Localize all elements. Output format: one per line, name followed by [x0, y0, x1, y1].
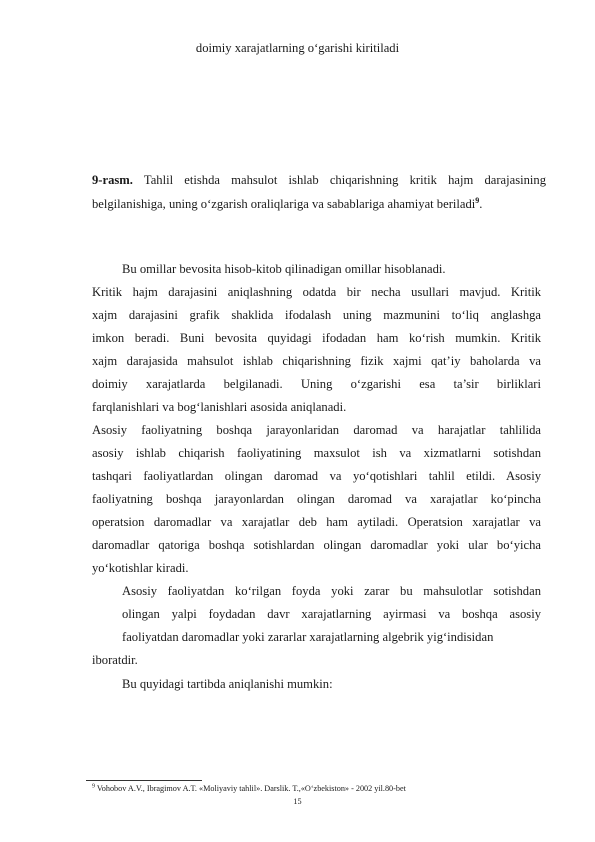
paragraph-3-line: Asosiy faoliyatning boshqa jarayonlaridan daromad va harajatlar tahlilida	[92, 423, 541, 437]
paragraph-4-line: olingan yalpi foydadan davr xarajatlarning ayirmasi va boshqa asosiy	[122, 607, 541, 621]
figure-label: 9-rasm.	[92, 173, 133, 187]
paragraph-3-line: asosiy ishlab chiqarish faoliyatining maxsulot ish va xizmatlarni sotishdan	[92, 446, 541, 460]
paragraph-2-line: Kritik hajm darajasini aniqlashning odatda bir necha usullari mavjud. Kritik	[92, 285, 541, 299]
figure-caption-text: Tahlil etishda mahsulot ishlab chiqarishning kritik hajm darajasining	[143, 173, 547, 187]
footnote-separator	[86, 780, 202, 781]
paragraph-3-line: yo‘kotishlar kiradi.	[92, 561, 189, 575]
paragraph-4-line: faoliyatdan daromadlar yoki zararlar xarajatlarning algebrik yig‘indisidan	[122, 630, 494, 644]
paragraph-3-line: tashqari faoliyatlardan olingan daromad va yo‘qotishlari tahlil etildi. Asosiy	[92, 469, 541, 483]
paragraph-2-line: doimiy xarajatlarda belgilanadi. Uning o‘zgarishi esa ta’sir birliklari	[92, 377, 541, 391]
page-number: 15	[293, 797, 302, 806]
paragraph-2-line: xajm darajasini grafik shaklida ifodalash uning mazmunini to‘liq anglashga	[92, 308, 541, 322]
footnote-mark: 9	[92, 783, 95, 790]
paragraph-2-line: imkon beradi. Buni bevosita quyidagi ifodadan ham ko‘rish mumkin. Kritik	[92, 331, 541, 345]
figure-top-caption: doimiy xarajatlarning o‘garishi kiritiladi	[195, 41, 400, 55]
paragraph-3-line: faoliyatning boshqa jarayonlardan olingan daromad va xarajatlar ko‘pincha	[92, 492, 541, 506]
paragraph-4-line: iboratdir.	[92, 653, 138, 667]
paragraph-3-line: operatsion daromadlar va xarajatlar deb ham aytiladi. Operatsion xarajatlar va	[92, 515, 541, 529]
paragraph-5-line: Bu quyidagi tartibda aniqlanishi mumkin:	[122, 677, 333, 691]
paragraph-1-line: Bu omillar bevosita hisob-kitob qilinadigan omillar hisoblanadi.	[122, 262, 446, 276]
footnote-reference[interactable]: 9	[475, 195, 480, 205]
figure-caption-line-1	[92, 173, 546, 188]
footnote-text: Vohobov A.V., Ibragimov A.T. «Moliyaviy tahlil». Darslik. T.,«O‘zbekiston» - 2002 yil.80-bet	[96, 784, 406, 793]
paragraph-4-line: Asosiy faoliyatdan ko‘rilgan foyda yoki zarar bu mahsulotlar sotishdan	[122, 584, 541, 598]
paragraph-3-line: daromadlar qatoriga boshqa sotishlardan olingan daromadlar yoki ular bo‘yicha	[92, 538, 541, 552]
paragraph-2-line: xajm darajasida mahsulot ishlab chiqarishning fizik xajmi qat’iy baholarda va	[92, 354, 541, 368]
footnote	[92, 784, 406, 793]
paragraph-2-line: farqlanishlari va bog‘lanishlari asosida aniqlanadi.	[92, 400, 347, 414]
figure-caption-line-2: belgilanishiga, uning o‘zgarish oraliqlariga va sabablariga ahamiyat beriladi$^9$.	[92, 195, 483, 211]
